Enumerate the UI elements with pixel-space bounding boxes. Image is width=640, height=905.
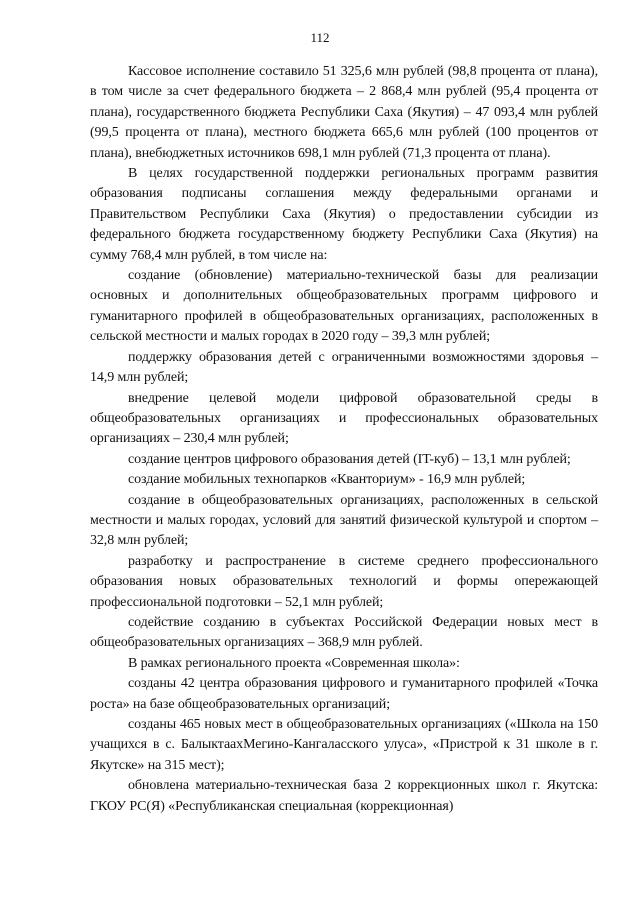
paragraph-new-places: содействие созданию в субъектах Российской Федерации новых мест в общеобразовательных организациях – 368,9 млн рублей. xyxy=(90,614,598,651)
paragraph-growth-points: созданы 42 центра образования цифрового и гуманитарного профилей «Точка роста» на базе общеобразовательных организаций; xyxy=(90,676,598,712)
paragraph-cash-execution: Кассовое исполнение составило 51 325,6 млн рублей (98,8 процента от плана), в том числе за счет федерального бюджета – 2 868,4 млн рублей (95,4 процента от плана), государственного бюджета Республики Саха (Якутия) – 47 093,4 млн рублей (99,5 процента от плана), местного бюджета 665,6 млн рублей (100 процентов от плана), внебюджетных источников 698,1 млн рублей (71,3 процента от плана). xyxy=(90,64,598,161)
paragraph-subsidy-agreements: В целях государственной поддержки региональных программ развития образования подписаны соглашения между федеральными органами и Правительством Республики Саха (Якутия) о предоставлении субсидии из федерального бюджета государственному бюджету Республики Саха (Якутия) на сумму 768,4 млн рублей, в том числе на: xyxy=(90,166,598,263)
paragraph-material-base: создание (обновление) материально-технической базы для реализации основных и дополнительных общеобразовательных программ цифрового и гуманитарного профилей в общеобразовательных организациях, расположенных в сельской местности и малых городах в 2020 году – 39,3 млн рублей; xyxy=(90,268,598,345)
paragraph-mobile-technoparks: создание мобильных технопарков «Кванториум» - 16,9 млн рублей; xyxy=(128,472,526,488)
paragraph-modern-school-project: В рамках регионального проекта «Современная школа»: xyxy=(128,655,460,671)
page-body xyxy=(90,62,598,817)
paragraph-correctional-schools: обновлена материально-техническая база 2 коррекционных школ г. Якутска: ГКОУ РС(Я) «Республиканская специальная (коррекционная) xyxy=(90,778,598,814)
paragraph-digital-environment: внедрение целевой модели цифровой образовательной среды в общеобразовательных организациях и профессиональных образовательных организациях – 230,4 млн рублей; xyxy=(90,390,598,447)
paragraph-it-cube: создание центров цифрового образования детей (IT-куб) – 13,1 млн рублей; xyxy=(128,451,571,467)
paragraph-465-places: созданы 465 новых мест в общеобразовательных организациях («Школа на 150 учащихся в с. БалыктаахМегино-Кангаласского улуса», «Пристрой к 31 школе в г. Якутске» на 315 мест); xyxy=(90,717,598,773)
paragraph-physical-culture: создание в общеобразовательных организациях, расположенных в сельской местности и малых городах, условий для занятий физической культурой и спортом – 32,8 млн рублей; xyxy=(90,492,598,549)
page-number: 112 xyxy=(310,30,330,45)
paragraph-vocational-education: разработку и распространение в системе среднего профессионального образования новых образовательных технологий и формы опережающей профессиональной подготовки – 52,1 млн рублей; xyxy=(90,553,598,610)
paragraph-disabled-children: поддержку образования детей с ограниченными возможностями здоровья – 14,9 млн рублей; xyxy=(90,349,598,386)
